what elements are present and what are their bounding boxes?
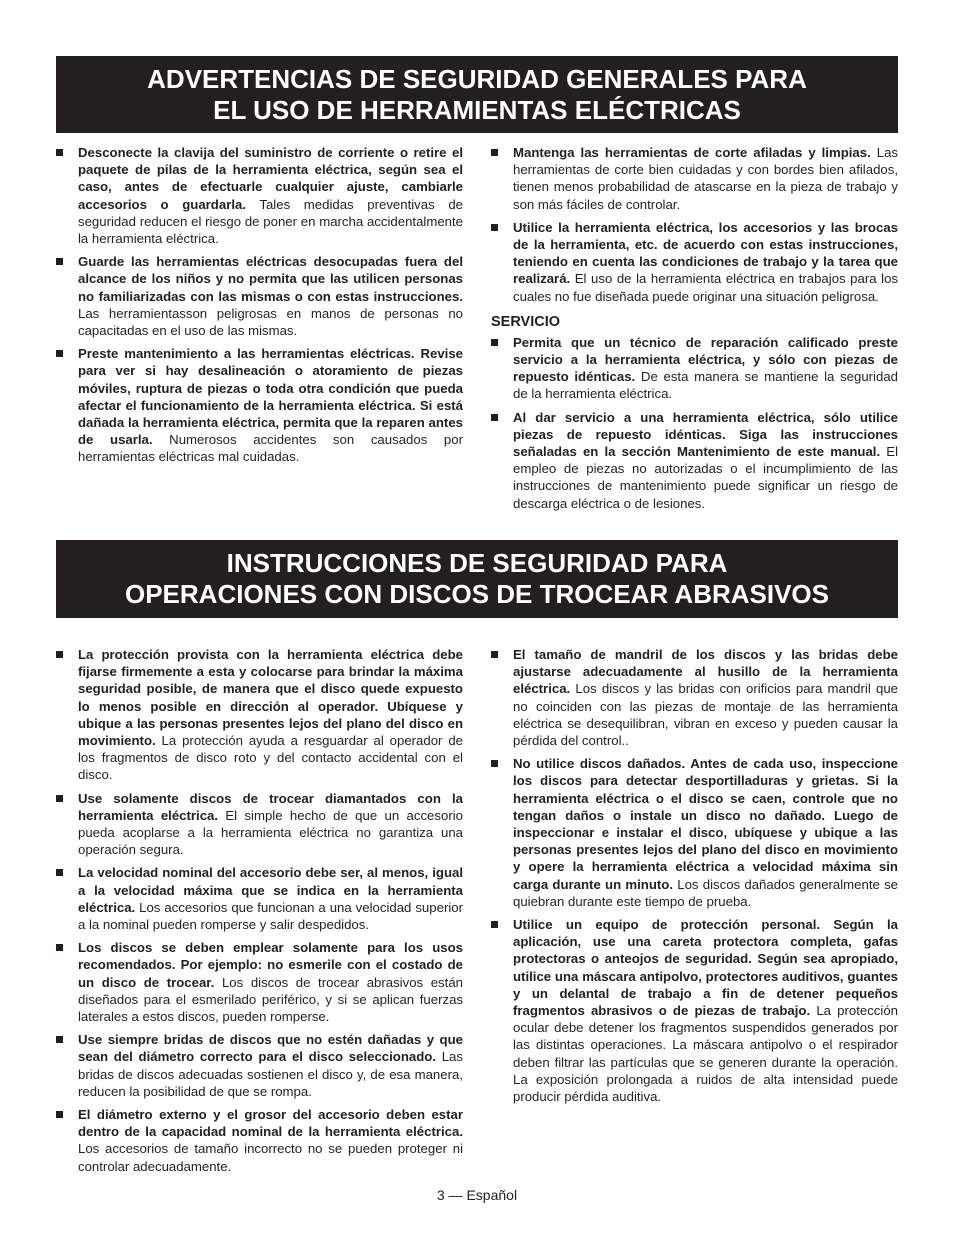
square-bullet-icon <box>491 760 498 767</box>
warning-item <box>491 646 898 749</box>
warning-bold-text: Desconecte la clavija del suministro de corriente o retire el paquete de pilas de la herramienta eléctrica, según sea el caso, antes de efectuarle cualquier ajuste, cambiarle accesorios o guardarla. <box>78 145 463 212</box>
square-bullet-icon <box>56 1111 63 1118</box>
warning-bold-text: Utilice la herramienta eléctrica, los accesorios y las brocas de la herramienta, etc. de acuerdo con estas instrucciones, teniendo en cuenta las condiciones de trabajo y la tarea que realizará. <box>513 219 898 287</box>
warning-item <box>491 219 898 305</box>
warning-bold-text: Mantenga las herramientas de corte afiladas y limpias. <box>513 145 871 160</box>
square-bullet-icon <box>491 224 498 231</box>
warning-body-text: La protección ayuda a resguardar al operador de los fragmentos de disco roto y del contacto accidental con el disco. <box>78 733 463 783</box>
warning-body-text: Las bridas de discos adecuadas sostienen el disco y, de esa manera, reducen la posibilidad de que se rompa. <box>78 1049 463 1099</box>
warning-body-text: Los discos dañados generalmente se quiebran durante este tiempo de prueba. <box>513 876 899 909</box>
warning-item <box>491 755 898 910</box>
warning-body-text: El simple hecho de que un accesorio pueda acoplarse a la herramienta eléctrica no garantiza una operación segura. <box>78 807 463 858</box>
warning-bold-text: El tamaño de mandril de los discos y las bridas debe ajustarse adecuadamente al husillo de la herramienta eléctrica. <box>513 647 898 697</box>
servicio-heading: SERVICIO <box>491 313 561 330</box>
warning-item <box>56 144 463 247</box>
section-1-left-column <box>56 144 463 472</box>
section-2-title-line-1: INSTRUCCIONES DE SEGURIDAD PARA <box>226 548 728 578</box>
section-2-title-banner <box>56 540 898 618</box>
warning-bold-text: Los discos se deben emplear solamente para los usos recomendados. Por ejemplo: no esmerile con el costado de un disco de trocear. <box>78 940 463 990</box>
square-bullet-icon <box>491 149 498 156</box>
square-bullet-icon <box>56 1036 63 1043</box>
warning-body-text: Las herramientas de corte bien cuidadas y con bordes bien afilados, tienen menos probabilidad de atascarse en la pieza de trabajo y son más fáciles de controlar. <box>513 145 898 212</box>
section-2-title-line-2: OPERACIONES CON DISCOS DE TROCEAR ABRASIVOS <box>124 579 829 609</box>
warning-bold-text: Utilice un equipo de protección personal. Según la aplicación, use una careta protectora completa, gafas protectoras o anteojos de seguridad. Según sea apropiado, utilice una máscara antipolvo, protectores auditivos, guantes y un delantal de trabajo a fin de detener pequeños fragmentos abrasivos o de piezas de trabajo. <box>513 917 898 1019</box>
square-bullet-icon <box>491 651 498 658</box>
square-bullet-icon <box>491 921 498 928</box>
warning-body-text: De esta manera se mantiene la seguridad de la herramienta eléctrica. <box>513 369 898 402</box>
square-bullet-icon <box>56 651 63 658</box>
section-1-title-line-2: EL USO DE HERRAMIENTAS ELÉCTRICAS <box>213 94 741 125</box>
warning-body-text: El uso de la herramienta eléctrica en trabajos para los cuales no fue diseñada puede originar una situación peligrosa. <box>513 271 898 304</box>
section-2-right-column <box>491 646 898 1111</box>
warning-body-text: Los discos y las bridas con orificios para mandril que no coinciden con las piezas de montaje de las herramienta eléctrica se desequilibran, vibran en exceso y pueden causar la pérdida del control.. <box>513 681 898 749</box>
warning-item <box>491 409 898 512</box>
warning-bold-text: No utilice discos dañados. Antes de cada uso, inspeccione los discos para detectar desportilladuras y grietas. Si la herramienta eléctrica o el disco se caen, controle que no tengan daños o instale un disco no dañado. Luego de inspeccionar e instalar el disco, ubíquese y ubique a las personas presentes lejos del plano del disco en movimiento y opere la herramienta eléctrica a velocidad máxima sin carga durante un minuto. <box>513 756 898 892</box>
page-number-footer: 3 — Español <box>436 1187 518 1203</box>
section-2-left-column <box>56 646 463 1181</box>
section-1-title-banner <box>56 56 898 133</box>
warning-bold-text: Guarde las herramientas eléctricas desocupadas fuera del alcance de los niños y no permita que las utilicen personas no familiarizadas con las mismas o con estas instrucciones. <box>78 254 463 304</box>
warning-item <box>56 864 463 933</box>
square-bullet-icon <box>491 414 498 421</box>
warning-item <box>491 334 898 403</box>
square-bullet-icon <box>56 795 63 802</box>
warning-item <box>56 253 463 339</box>
warning-item <box>56 646 463 784</box>
section-1-right-column <box>491 144 898 518</box>
warning-body-text: Los accesorios de tamaño incorrecto no se pueden proteger ni controlar adecuadamente. <box>78 1141 463 1174</box>
square-bullet-icon <box>491 339 498 346</box>
warning-bold-text: Permita que un técnico de reparación calificado preste servicio a la herramienta eléctrica, y sólo con piezas de repuesto idénticas. <box>513 334 898 385</box>
warning-item <box>56 939 463 1025</box>
square-bullet-icon <box>56 944 63 951</box>
warning-body-text: El empleo de piezas no autorizadas o el incumplimiento de las instrucciones de mantenimiento puede significar un riesgo de descarga eléctrica o de lesiones. <box>513 444 899 511</box>
warning-bold-text: La protección provista con la herramienta eléctrica debe fijarse firmemente a esta y colocarse para brindar la máxima seguridad posible, de manera que el disco quede expuesto lo menos posible en dirección al operador. Ubíquese y ubique a las personas presentes lejos del plano del disco en movimiento. <box>78 647 463 749</box>
warning-bold-text: El diámetro externo y el grosor del accesorio deben estar dentro de la capacidad nominal de la herramienta eléctrica. <box>78 1107 463 1140</box>
warning-body-text: Las herramientasson peligrosas en manos de personas no capacitadas en el uso de las mismas. <box>78 305 463 339</box>
warning-body-text: La protección ocular debe detener los fragmentos suspendidos generados por las distintas operaciones. La máscara antipolvo o el respirador deben filtrar las partículas que se generen durante la operación. La exposición prolongada a ruidos de alta intensidad puede producir pérdida auditiva. <box>513 1003 898 1105</box>
section-1-title-line-1: ADVERTENCIAS DE SEGURIDAD GENERALES PARA <box>147 63 807 94</box>
warning-item <box>56 1106 463 1175</box>
warning-item <box>56 345 463 465</box>
warning-item <box>491 144 898 213</box>
warning-item <box>491 916 898 1105</box>
square-bullet-icon <box>56 869 63 876</box>
warning-item <box>56 790 463 859</box>
warning-body-text: Los discos de trocear abrasivos están diseñados para el esmerilado periférico, y si se aplican fuerzas laterales a estos discos, pueden romperse. <box>78 974 463 1025</box>
warning-body-text: Tales medidas preventivas de seguridad reducen el riesgo de poner en marcha accidentalmente la herramienta eléctrica. <box>78 196 463 247</box>
warning-bold-text: La velocidad nominal del accesorio debe ser, al menos, igual a la velocidad máxima que se indica en la herramienta eléctrica. <box>78 865 463 915</box>
warning-bold-text: Preste mantenimiento a las herramientas eléctricas. Revise para ver si hay desalineación o atoramiento de piezas móviles, ruptura de piezas o toda otra condición que pueda afectar el funcionamiento de la herramienta eléctrica. Si está dañada la herramienta eléctrica, permita que la reparen antes de usarla. <box>78 346 463 448</box>
warning-bold-text: Use solamente discos de trocear diamantados con la herramienta eléctrica. <box>78 790 463 823</box>
square-bullet-icon <box>56 149 63 156</box>
warning-item <box>56 1031 463 1100</box>
square-bullet-icon <box>56 350 63 357</box>
warning-bold-text: Use siempre bridas de discos que no estén dañadas y que sean del diámetro correcto para el disco seleccionado. <box>78 1032 463 1065</box>
warning-body-text: Numerosos accidentes son causados por herramientas eléctricas mal cuidadas. <box>78 432 463 465</box>
square-bullet-icon <box>56 258 63 265</box>
warning-body-text: Los accesorios que funcionan a una velocidad superior a la nominal pueden romperse y salir despedidos. <box>78 899 463 933</box>
warning-bold-text: Al dar servicio a una herramienta eléctrica, sólo utilice piezas de repuesto idénticas. Siga las instrucciones señaladas en la sección Mantenimiento de este manual. <box>513 409 898 460</box>
